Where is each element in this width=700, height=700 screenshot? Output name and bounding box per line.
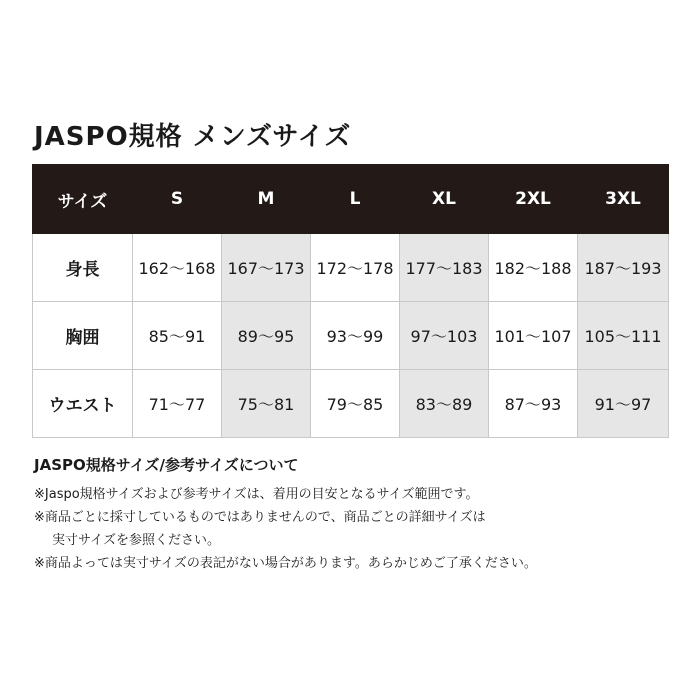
table-cell: 162〜168 bbox=[133, 234, 222, 302]
table-cell: 89〜95 bbox=[222, 302, 311, 370]
waist-row-label: ウエスト bbox=[33, 370, 133, 438]
table-cell: 97〜103 bbox=[400, 302, 489, 370]
table-row bbox=[33, 370, 669, 438]
table-cell: 83〜89 bbox=[400, 370, 489, 438]
table-cell: 187〜193 bbox=[578, 234, 669, 302]
chest-row-label: 胸囲 bbox=[33, 302, 133, 370]
size-m-header: M bbox=[222, 165, 311, 234]
table-cell: 87〜93 bbox=[489, 370, 578, 438]
header-row bbox=[33, 165, 669, 234]
note-line: ※Jaspo規格サイズおよび参考サイズは、着用の目安となるサイズ範囲です。 bbox=[34, 487, 479, 502]
size-2xl-header: 2XL bbox=[489, 165, 578, 234]
size-3xl-header: 3XL bbox=[578, 165, 669, 234]
note-line: ※商品ごとに採寸しているものではありませんので、商品ごとの詳細サイズは bbox=[34, 510, 486, 525]
page-title: JASPO規格 メンズサイズ bbox=[34, 122, 352, 152]
table-cell: 101〜107 bbox=[489, 302, 578, 370]
size-header-label: サイズ bbox=[33, 165, 133, 234]
table-cell: 85〜91 bbox=[133, 302, 222, 370]
table-cell: 105〜111 bbox=[578, 302, 669, 370]
table-cell: 93〜99 bbox=[311, 302, 400, 370]
table-row bbox=[33, 234, 669, 302]
size-l-header: L bbox=[311, 165, 400, 234]
size-xl-header: XL bbox=[400, 165, 489, 234]
table-cell: 71〜77 bbox=[133, 370, 222, 438]
table-cell: 75〜81 bbox=[222, 370, 311, 438]
table-cell: 182〜188 bbox=[489, 234, 578, 302]
table-row bbox=[33, 302, 669, 370]
table-cell: 79〜85 bbox=[311, 370, 400, 438]
height-row-label: 身長 bbox=[33, 234, 133, 302]
note-line: 実寸サイズを参照ください。 bbox=[52, 533, 220, 548]
table-cell: 91〜97 bbox=[578, 370, 669, 438]
table-cell: 167〜173 bbox=[222, 234, 311, 302]
table-cell: 172〜178 bbox=[311, 234, 400, 302]
size-s-header: S bbox=[133, 165, 222, 234]
notes-heading: JASPO規格サイズ/参考サイズについて bbox=[34, 456, 299, 474]
table-cell: 177〜183 bbox=[400, 234, 489, 302]
size-notes bbox=[34, 454, 674, 575]
size-chart-table bbox=[32, 164, 669, 438]
note-line: ※商品よっては実寸サイズの表記がない場合があります。あらかじめご了承ください。 bbox=[34, 556, 537, 571]
